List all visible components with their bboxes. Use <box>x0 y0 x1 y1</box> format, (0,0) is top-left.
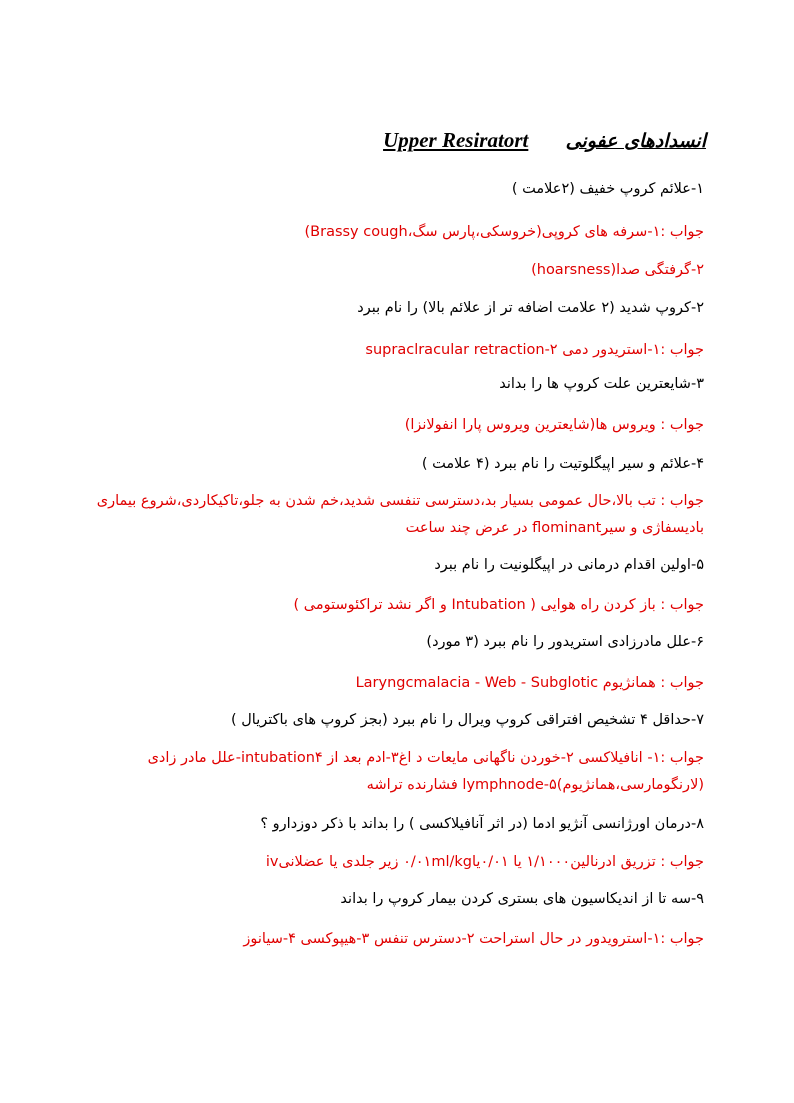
answer-8: جواب : تزریق ادرنالین۱/۱۰۰۰ یا ۰/۰۱یا۰/۰۱ml/kg زیر جلدی یا عضلانیiv <box>265 854 704 870</box>
question-4: ۴-علائم و سیر اپیگلوتیت را نام ببرد (۴ علامت ) <box>421 456 704 472</box>
question-2: ۲-کروپ شدید (۲ علامت اضافه تر از علائم بالا) را نام ببرد <box>357 300 704 316</box>
question-3: ۳-شایعترین علت کروپ ها را بداند <box>499 376 704 392</box>
answer-6: جواب : همانژیوم Laryngcmalacia - Web - Subglotic <box>355 675 704 691</box>
question-9: ۹-سه تا از اندیکاسیون های بستری کردن بیمار کروپ را بداند <box>340 891 704 907</box>
answer-7: جواب :۱- انافیلاکسی ۲-خوردن ناگهانی مایعات د اغ۳-ادم بعد از intubation۴-علل مادر زادی (لارنگومارسی،همانژیوم)۵-lymphnode فشارنده تراشه <box>147 750 704 793</box>
question-7: ۷-حداقل ۴ تشخیص افتراقی کروپ ویرال را نام ببرد (بجز کروپ های باکتریال ) <box>230 712 704 728</box>
page-title <box>383 128 706 153</box>
answer-3: جواب : ویروس ها(شایعترین ویروس پارا انفولانزا) <box>404 417 704 433</box>
title-persian: انسدادهای عفونی <box>565 130 706 152</box>
question-6: ۶-علل مادرزادی استریدور را نام ببرد (۳ مورد) <box>426 634 704 650</box>
question-5: ۵-اولین اقدام درمانی در اپیگلونیت را نام ببرد <box>434 557 704 573</box>
answer-9: جواب :۱-استرویدور در حال استراحت ۲-دسترس تنفس ۳-هیپوکسی ۴-سیانوز <box>243 931 704 947</box>
answer-2: جواب :۱-استریدور دمی ۲-supraclracular retraction <box>365 342 704 358</box>
title-english: Upper Resiratort <box>383 128 529 152</box>
answer-5: جواب : باز کردن راه هوایی ( Intubation و اگر نشد تراکئوستومی ) <box>293 597 704 613</box>
question-8: ۸-درمان اورژانسی آنژیو ادما (در اثر آنافیلاکسی ) را بداند با ذکر دوزدارو ؟ <box>260 816 704 832</box>
answer-1-line-2: ۲-گرفتگی صدا(hoarsness) <box>531 262 704 278</box>
answer-1-line-1: جواب :۱-سرفه های کروپی(خروسکی،پارس سگ،Brassy cough) <box>304 224 704 240</box>
question-1: ۱-علائم کروپ خفیف (۲علامت ) <box>511 181 704 197</box>
answer-4: جواب : تب بالا،حال عمومی بسیار بد،دسترسی تنفسی شدید،خم شدن به جلو،تاکیکاردی،شروع بیماری بادیسفاژی و سیرflominant در عرض چند ساعت <box>96 493 704 536</box>
